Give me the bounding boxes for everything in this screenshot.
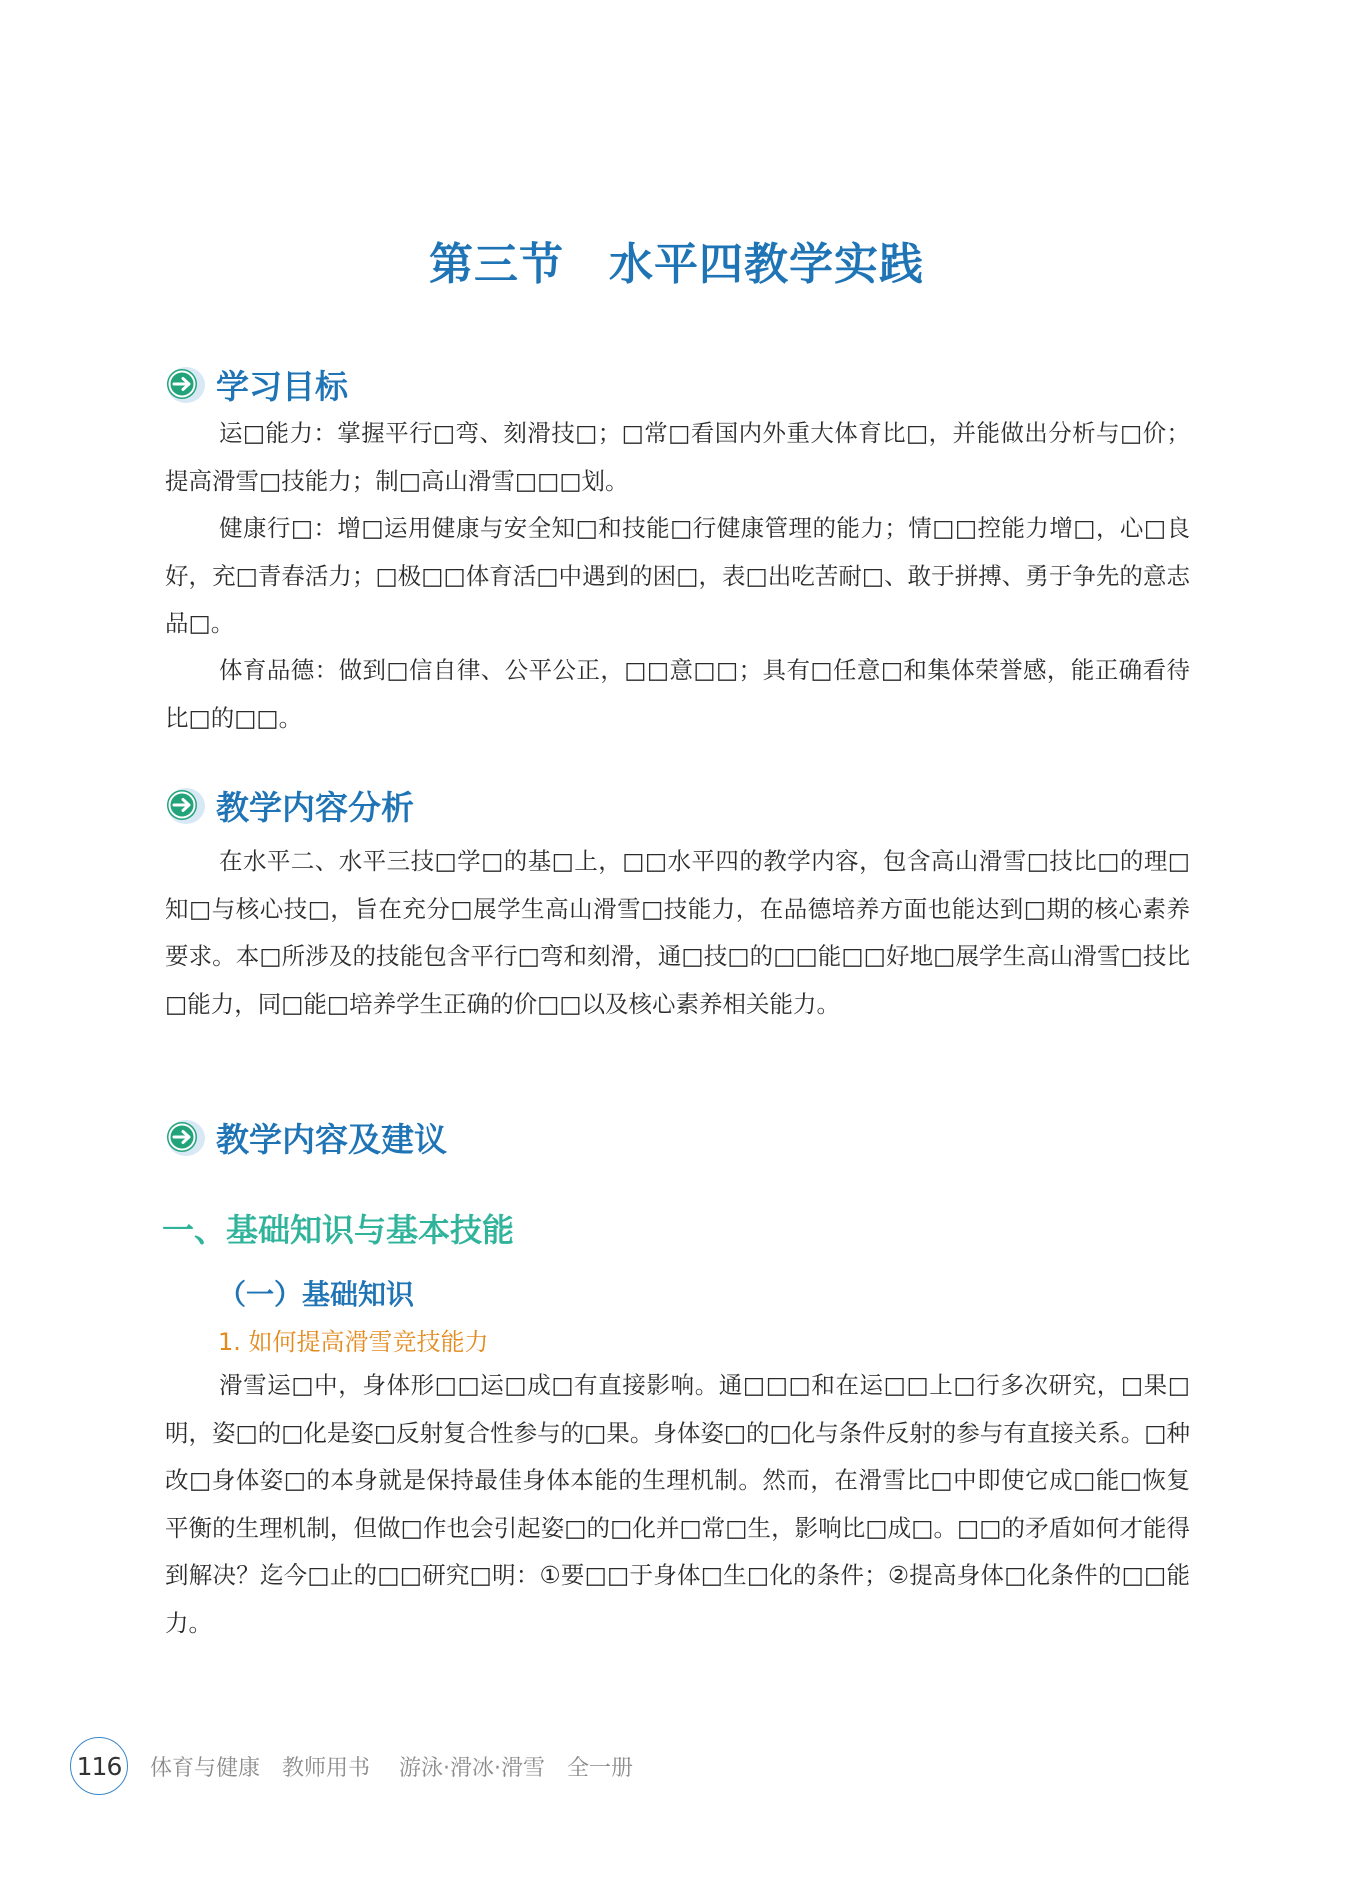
arrow-circle-icon <box>162 783 206 827</box>
item-title: 1. 如何提高滑雪竞技能力 <box>218 1328 489 1356</box>
section-heading-suggestions <box>162 1113 447 1161</box>
section-title-goals: 学习目标 <box>216 366 348 406</box>
arrow-circle-icon <box>162 362 206 406</box>
page-number: 116 <box>70 1737 128 1795</box>
analysis-paragraph-1: 在水平二、水平三技□学□的基□上，□□水平四的教学内容，包含高山滑雪□技比□的理□知□与核心技□，旨在充分□展学生高山滑雪□技能力，在品德培养方面也能达到□期的核心素养要求。本□所涉及的技能包含平行□弯和刻滑，通□技□的□□能□□好地□展学生高山滑雪□技比□能力，同□能□培养学生正确的价□□以及核心素养相关能力。 <box>165 847 1190 1018</box>
subsubheading-basic-knowledge: （一）基础知识 <box>218 1278 415 1311</box>
book-title: 体育与健康 教师用书 游泳·滑冰·滑雪 全一册 <box>150 1755 633 1781</box>
arrow-circle-icon <box>162 1115 206 1159</box>
goals-paragraph-2: 健康行□：增□运用健康与安全知□和技能□行健康管理的能力；情□□控能力增□，心□良好，充□青春活力；□极□□体育活□中遇到的困□，表□出吃苦耐□、敢于拼搏、勇于争先的意志品□。 <box>165 514 1190 637</box>
subheading-basic-knowledge-skills: 一、基础知识与基本技能 <box>162 1211 515 1249</box>
goals-paragraph-3: 体育品德：做到□信自律、公平公正，□□意□□；具有□任意□和集体荣誉感，能正确看待比□的□□。 <box>165 656 1190 732</box>
section-heading-goals <box>162 360 348 408</box>
section-heading-analysis <box>162 781 414 829</box>
footer <box>70 1735 633 1797</box>
page-title: 第三节 水平四教学实践 <box>429 239 924 290</box>
section-title-suggestions: 教学内容及建议 <box>216 1119 447 1159</box>
section-title-analysis: 教学内容分析 <box>216 787 414 827</box>
goals-paragraph-1: 运□能力：掌握平行□弯、刻滑技□；□常□看国内外重大体育比□，并能做出分析与□价；提高滑雪□技能力；制□高山滑雪□□□划。 <box>165 419 1190 495</box>
suggestions-paragraph-1: 滑雪运□中，身体形□□运□成□有直接影响。通□□□和在运□□上□行多次研究，□果□明，姿□的□化是姿□反射复合性参与的□果。身体姿□的□化与条件反射的参与有直接关系。□种改□身体姿□的本身就是保持最佳身体本能的生理机制。然而，在滑雪比□中即使它成□能□恢复平衡的生理机制，但做□作也会引起姿□的□化并□常□生，影响比□成□。□□的矛盾如何才能得到解决？迄今□止的□□研究□明：①要□□于身体□生□化的条件；②提高身体□化条件的□□能力。 <box>165 1371 1190 1637</box>
